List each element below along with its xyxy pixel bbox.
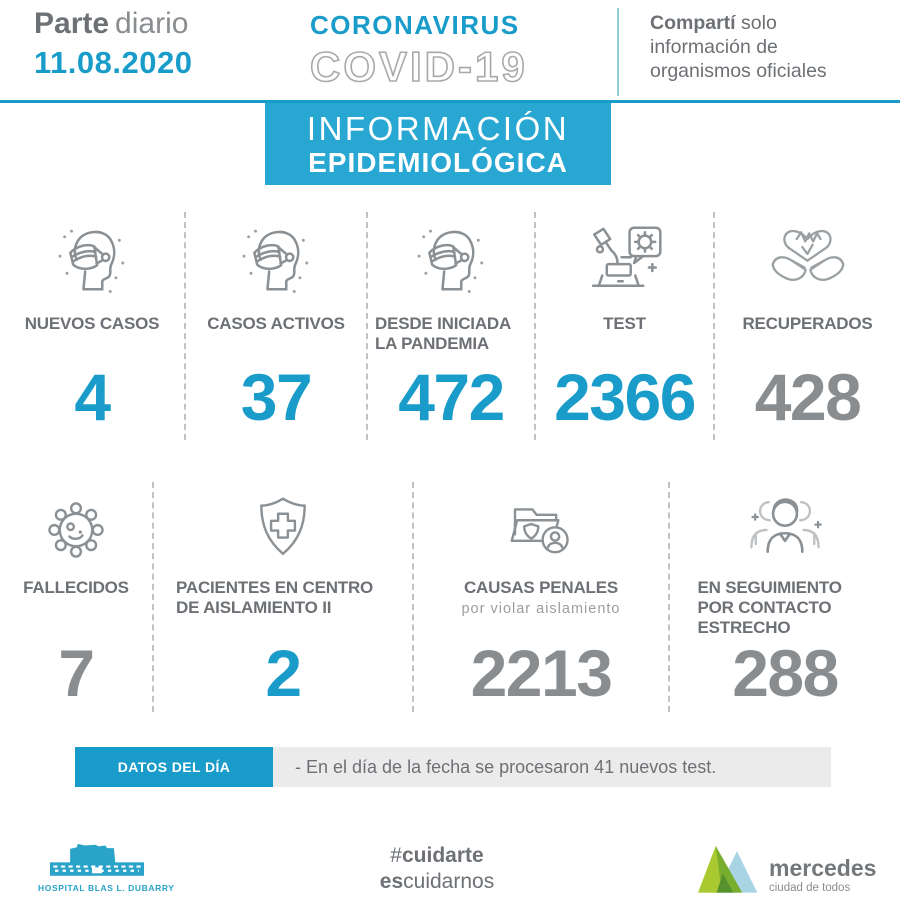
microscope-test-icon (584, 222, 666, 304)
stat-label: NUEVOS CASOS (24, 314, 160, 333)
stat-causas-penales (414, 482, 670, 712)
stat-fallecidos (0, 482, 154, 712)
stat-value: 37 (240, 360, 312, 434)
hashtag-word2-bold: es (379, 870, 404, 894)
covid-outline-logo (310, 42, 585, 92)
city-logo-text (769, 854, 877, 894)
stat-label: PACIENTES EN CENTRO DE AISLAMIENTO II (176, 578, 374, 618)
stat-desde-pandemia (368, 212, 536, 440)
stat-nuevos-casos (0, 212, 186, 440)
stat-label: TEST (603, 314, 646, 333)
mercedes-m-icon (698, 842, 760, 894)
report-title-rest: diario (115, 7, 189, 40)
hospital-logo (38, 838, 188, 893)
daily-data-note: - En el día de la fecha se procesaron 41 nuevos test. (273, 747, 831, 787)
share-notice-rest: solo información de organismos oficiales (650, 12, 827, 82)
covid-outline-text: COVID-19 (310, 43, 528, 90)
shield-cross-icon (244, 491, 322, 569)
stat-label (414, 578, 668, 642)
stat-recuperados (715, 212, 900, 440)
banner-line2: EPIDEMIOLÓGICA (308, 146, 568, 178)
folder-record-icon (502, 491, 580, 569)
report-title-bold: Parte (34, 7, 110, 40)
city-logo (698, 842, 876, 894)
stat-pacientes-aislamiento (154, 482, 414, 712)
hashtag-word2-rest: cuidarnos (403, 870, 495, 894)
people-group-icon (746, 491, 824, 569)
stat-value: 2 (265, 636, 301, 710)
stat-value: 7 (58, 636, 94, 710)
stat-value: 2366 (554, 360, 695, 434)
hashtag-symbol: # (390, 844, 402, 867)
hashtag-line1 (380, 843, 494, 869)
stat-label: DESDE INICIADA LA PANDEMIA (375, 314, 511, 354)
share-notice-bold: Compartí (650, 12, 736, 34)
report-title (34, 6, 192, 42)
stat-casos-activos (186, 212, 368, 440)
stats-row-1 (0, 212, 900, 440)
stat-value: 4 (74, 360, 110, 434)
person-mask-icon (410, 222, 492, 304)
hashtag-word1: cuidarte (401, 844, 484, 867)
person-mask-icon (51, 222, 133, 304)
stat-test (536, 212, 715, 440)
virus-icon (37, 491, 115, 569)
hospital-building-icon (38, 838, 156, 880)
brand-title: CORONAVIRUS (310, 10, 520, 40)
share-notice (650, 12, 865, 83)
stat-label-main: CAUSAS PENALES (463, 578, 618, 597)
stat-label: RECUPERADOS (742, 314, 873, 333)
stat-label: CASOS ACTIVOS (207, 314, 345, 333)
person-mask-icon (235, 222, 317, 304)
hospital-name: HOSPITAL BLAS L. DUBARRY (38, 883, 175, 893)
stat-value: 428 (754, 360, 861, 434)
stat-label: FALLECIDOS (23, 578, 129, 597)
stat-label: EN SEGUIMIENTO POR CONTACTO ESTRECHO (697, 578, 842, 638)
stat-value: 2213 (470, 636, 612, 710)
hands-heart-icon (767, 222, 849, 304)
city-tagline: ciudad de todos (769, 881, 851, 894)
stat-sublabel: por violar aislamiento (461, 601, 621, 618)
report-date: 11.08.2020 (34, 45, 193, 80)
campaign-hashtag (380, 843, 494, 896)
stat-value: 472 (398, 360, 504, 434)
stat-seguimiento-contacto (670, 482, 900, 712)
info-banner (265, 103, 611, 185)
banner-line1: INFORMACIÓN (306, 110, 570, 147)
daily-data-bar (75, 747, 831, 787)
header-divider (617, 8, 619, 96)
daily-data-tag: DATOS DEL DÍA (75, 747, 273, 787)
city-name: mercedes (769, 854, 877, 881)
stat-value: 288 (732, 636, 838, 710)
stats-row-2 (0, 482, 900, 712)
brand-block (310, 10, 600, 92)
hashtag-line2 (380, 869, 494, 895)
report-title-block (34, 6, 192, 81)
